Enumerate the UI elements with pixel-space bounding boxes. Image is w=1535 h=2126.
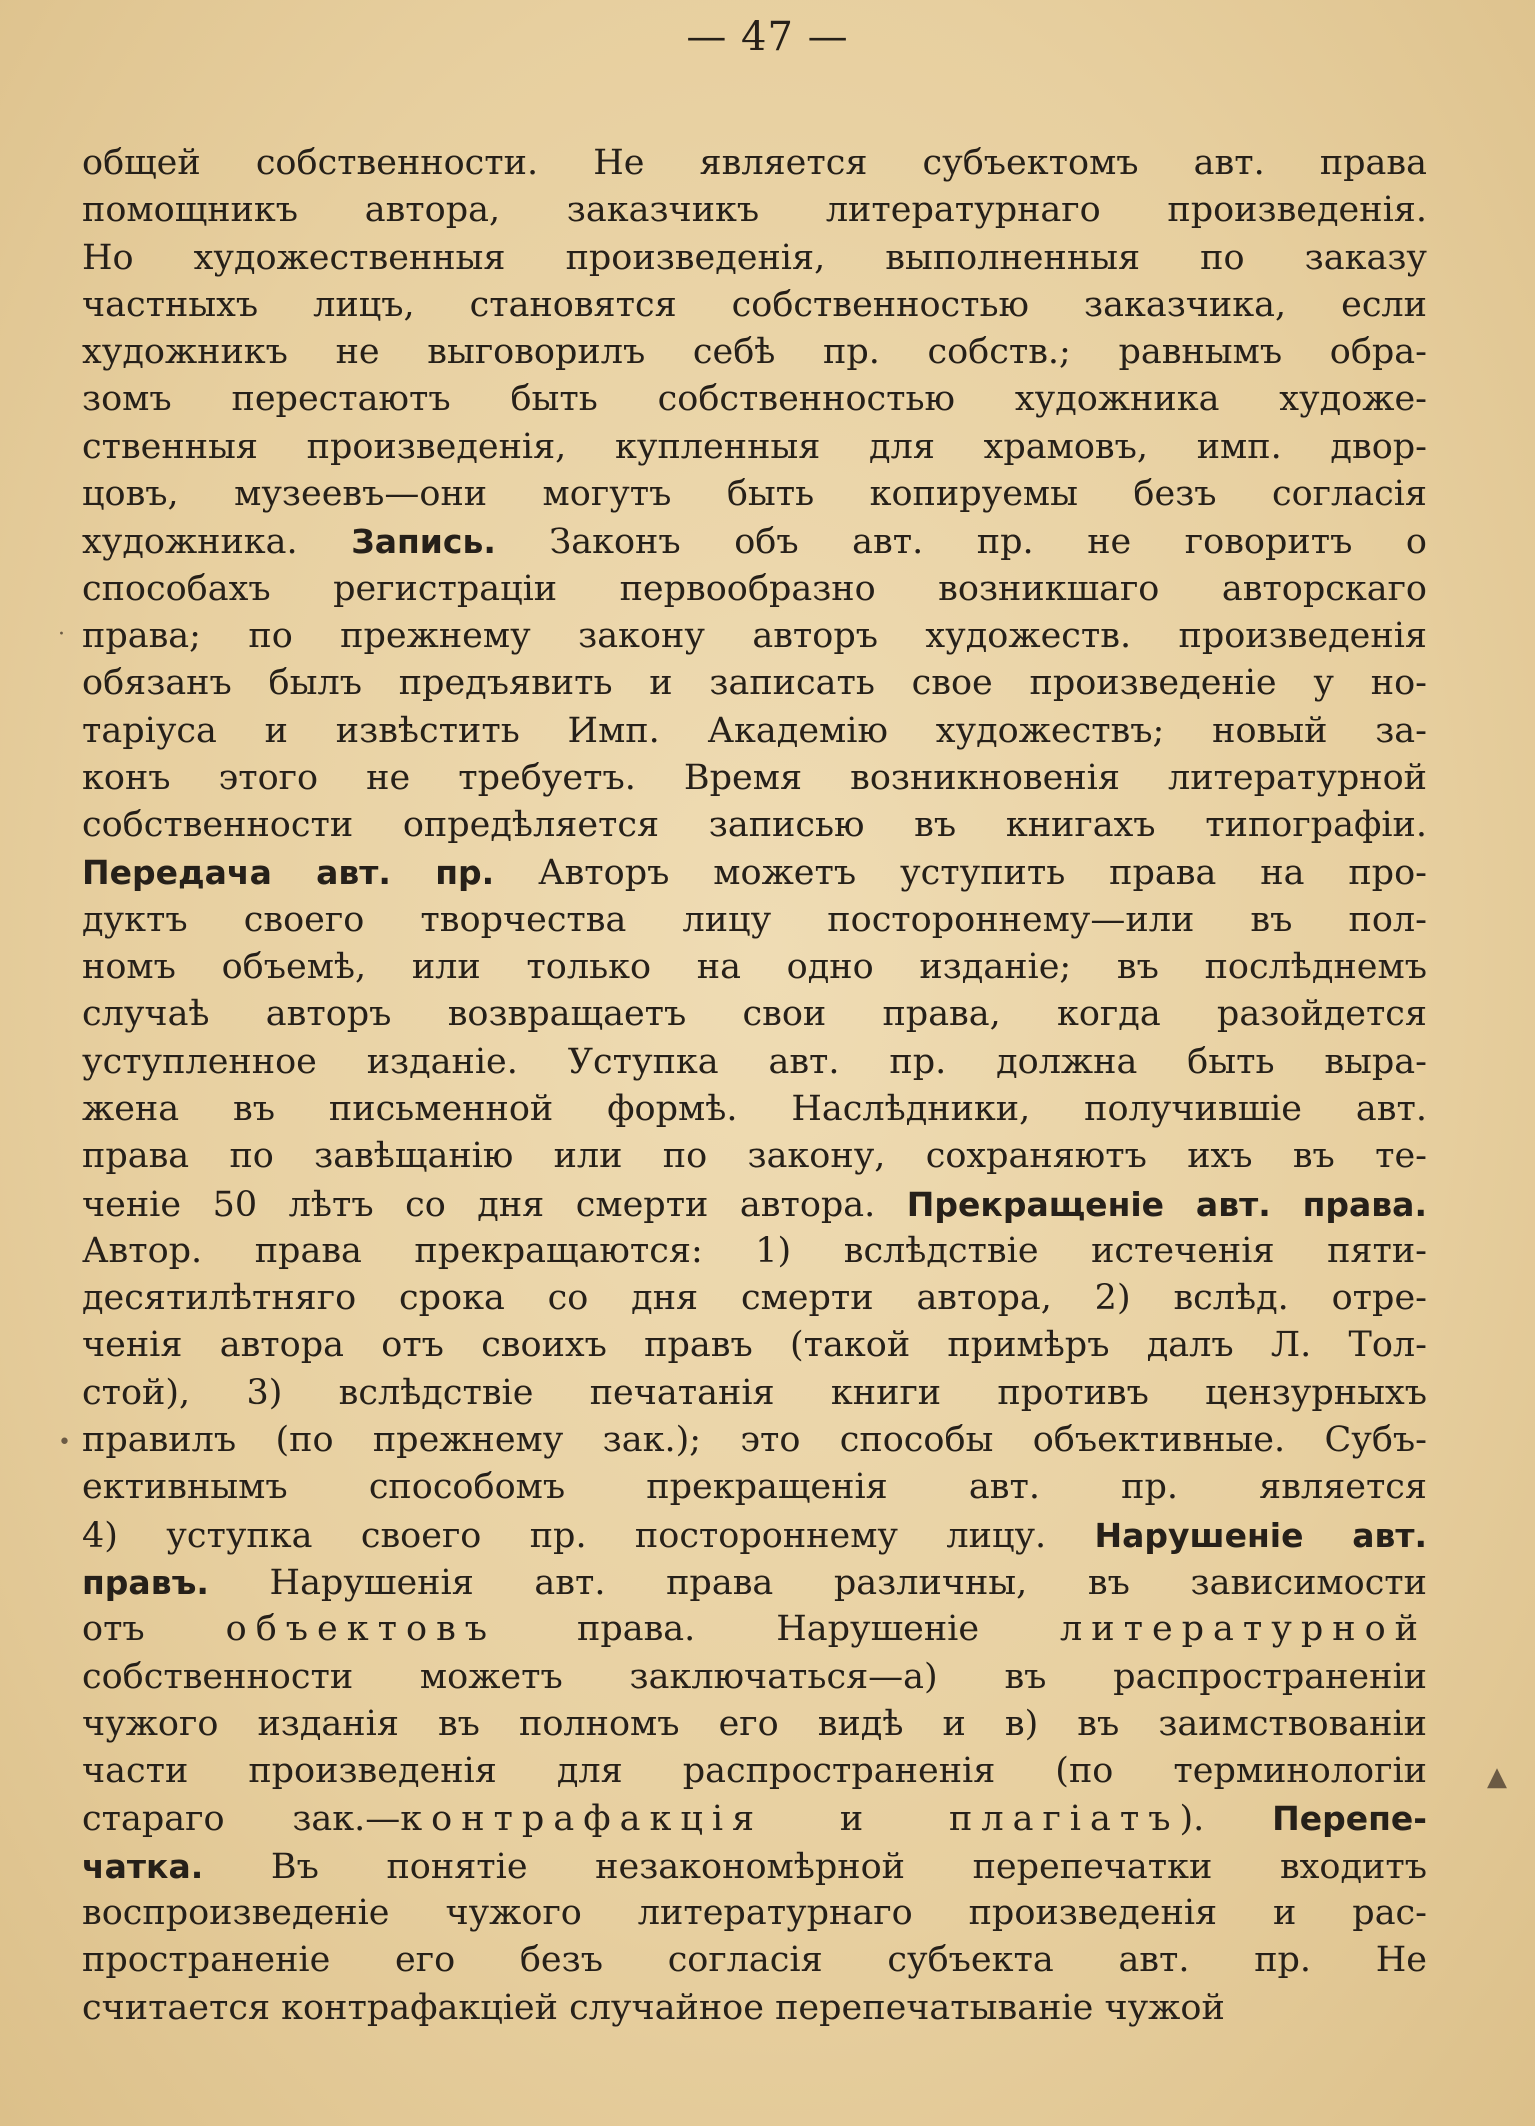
text-line bbox=[82, 235, 1427, 282]
text-segment: ственныя произведенія, купленныя для храмовъ, имп. двор- bbox=[82, 426, 1427, 467]
margin-mark: • bbox=[58, 1430, 71, 1455]
text-segment: таріуса и извѣстить Имп. Академію художествъ; новый за- bbox=[82, 710, 1427, 751]
text-line bbox=[82, 1748, 1427, 1795]
text-segment: отъ bbox=[82, 1609, 226, 1650]
text-line bbox=[82, 1228, 1427, 1275]
spaced-term: литературной bbox=[1060, 1609, 1427, 1650]
text-line bbox=[82, 660, 1427, 707]
text-segment: Въ понятіе незакономѣрной перепечатки входитъ bbox=[203, 1846, 1427, 1887]
text-segment: стой), 3) вслѣдствіе печатанія книги противъ цензурныхъ bbox=[82, 1372, 1427, 1413]
text-segment: помощникъ автора, заказчикъ литературнаго произведенія. bbox=[82, 190, 1427, 231]
spaced-term: объектовъ bbox=[225, 1609, 497, 1650]
section-heading: Передача авт. пр. bbox=[82, 853, 495, 893]
text-segment: цовъ, музеевъ—они могутъ быть копируемы безъ согласія bbox=[82, 474, 1427, 515]
text-line bbox=[82, 1133, 1427, 1180]
text-segment: обязанъ былъ предъявить и записать свое произведеніе у но- bbox=[82, 663, 1427, 704]
text-segment: пространеніе его безъ согласія субъекта авт. пр. Не bbox=[82, 1940, 1427, 1981]
text-segment: 4) уступка своего пр. постороннему лицу. bbox=[82, 1515, 1095, 1556]
text-line bbox=[82, 897, 1427, 944]
text-segment: стараго зак.— bbox=[82, 1799, 401, 1840]
text-line bbox=[82, 1275, 1427, 1322]
text-segment: конъ этого не требуетъ. Время возникновенія литературной bbox=[82, 757, 1427, 798]
text-line bbox=[82, 376, 1427, 423]
text-line bbox=[82, 1181, 1427, 1228]
section-heading: Нарушеніе авт. bbox=[1094, 1515, 1427, 1555]
text-line bbox=[82, 1322, 1427, 1369]
text-segment: частныхъ лицъ, становятся собственностью заказчика, если bbox=[82, 284, 1427, 325]
text-segment: номъ объемѣ, или только на одно изданіе; въ послѣднемъ bbox=[82, 947, 1427, 988]
margin-mark: · bbox=[58, 622, 65, 647]
text-line bbox=[82, 849, 1427, 896]
text-segment: десятилѣтняго срока со дня смерти автора, 2) вслѣд. отре- bbox=[82, 1278, 1427, 1319]
page-number: — 47 — bbox=[686, 14, 849, 60]
text-segment: дуктъ своего творчества лицу постороннему—или въ пол- bbox=[82, 899, 1427, 940]
text-segment: ченіе 50 лѣтъ со дня смерти автора. bbox=[82, 1184, 907, 1225]
text-segment: ченія автора отъ своихъ правъ (такой примѣръ далъ Л. Тол- bbox=[82, 1325, 1427, 1366]
text-segment: права; по прежнему закону авторъ художеств. произведенія bbox=[82, 615, 1427, 656]
text-segment: собственности опредѣляется записью въ книгахъ типографіи. bbox=[82, 805, 1427, 846]
text-segment: права по завѣщанію или по закону, сохраняютъ ихъ въ те- bbox=[82, 1136, 1427, 1177]
text-line bbox=[82, 944, 1427, 991]
text-line bbox=[82, 1795, 1427, 1842]
text-line bbox=[82, 1512, 1427, 1559]
text-segment: способахъ регистраціи первообразно возникшаго авторскаго bbox=[82, 568, 1427, 609]
text-line bbox=[82, 566, 1427, 613]
text-line bbox=[82, 802, 1427, 849]
text-segment: Нарушенія авт. права различны, въ зависимости bbox=[208, 1562, 1427, 1603]
text-line bbox=[82, 1654, 1427, 1701]
text-segment: собственности можетъ заключаться—а) въ распространеніи bbox=[82, 1656, 1427, 1697]
text-line bbox=[82, 1417, 1427, 1464]
text-segment: ективнымъ способомъ прекращенія авт. пр. является bbox=[82, 1467, 1427, 1508]
text-line bbox=[82, 1039, 1427, 1086]
text-line bbox=[82, 1086, 1427, 1133]
text-line bbox=[82, 1890, 1427, 1937]
text-line bbox=[82, 187, 1427, 234]
text-line bbox=[82, 613, 1427, 660]
text-segment: чужого изданія въ полномъ его видѣ и в) въ заимствованіи bbox=[82, 1703, 1427, 1744]
text-segment: права. Нарушеніе bbox=[496, 1609, 1061, 1650]
text-segment: воспроизведеніе чужого литературнаго произведенія и рас- bbox=[82, 1892, 1427, 1933]
text-line bbox=[82, 1701, 1427, 1748]
text-segment: Законъ объ авт. пр. не говоритъ о bbox=[495, 522, 1427, 563]
margin-mark: ▲ bbox=[1487, 1762, 1507, 1792]
text-segment: правилъ (по прежнему зак.); это способы объективные. Субъ- bbox=[82, 1420, 1427, 1461]
text-segment: художникъ не выговорилъ себѣ пр. собств.; равнымъ обра- bbox=[82, 332, 1427, 373]
text-line bbox=[82, 755, 1427, 802]
section-heading: чатка. bbox=[82, 1846, 204, 1886]
spaced-term: контрафакція и плагіатъ bbox=[400, 1799, 1180, 1840]
text-segment: жена въ письменной формѣ. Наслѣдники, получившіе авт. bbox=[82, 1088, 1427, 1129]
text-segment: уступленное изданіе. Уступка авт. пр. должна быть выра- bbox=[82, 1041, 1427, 1082]
text-segment: зомъ перестаютъ быть собственностью художника художе- bbox=[82, 379, 1427, 420]
text-segment: Но художественныя произведенія, выполненныя по заказу bbox=[82, 237, 1427, 278]
text-line bbox=[82, 1370, 1427, 1417]
text-segment: ). bbox=[1179, 1799, 1273, 1840]
text-line bbox=[82, 282, 1427, 329]
text-segment: случаѣ авторъ возвращаетъ свои права, когда разойдется bbox=[82, 994, 1427, 1035]
text-segment: считается контрафакціей случайное перепечатываніе чужой bbox=[82, 1987, 1225, 2028]
section-heading: Перепе- bbox=[1272, 1799, 1427, 1839]
text-line bbox=[82, 1843, 1427, 1890]
text-line bbox=[82, 1559, 1427, 1606]
text-line bbox=[82, 518, 1427, 565]
section-heading: правъ. bbox=[82, 1562, 209, 1602]
text-line bbox=[82, 329, 1427, 376]
body-text bbox=[82, 140, 1427, 2032]
text-segment: части произведенія для распространенія (по терминологіи bbox=[82, 1751, 1427, 1792]
text-segment: Автор. права прекращаются: 1) вслѣдствіе истеченія пяти- bbox=[82, 1230, 1427, 1271]
text-line bbox=[82, 424, 1427, 471]
text-line bbox=[82, 471, 1427, 518]
text-line bbox=[82, 991, 1427, 1038]
text-line bbox=[82, 1985, 1427, 2032]
text-segment: художника. bbox=[82, 522, 352, 563]
text-line bbox=[82, 1606, 1427, 1653]
text-line bbox=[82, 708, 1427, 755]
text-segment: общей собственности. Не является субъектомъ авт. права bbox=[82, 143, 1427, 183]
text-line bbox=[82, 1464, 1427, 1511]
text-segment: Авторъ можетъ уступить права на про- bbox=[494, 853, 1427, 894]
text-line bbox=[82, 1937, 1427, 1984]
section-heading: Прекращеніе авт. права. bbox=[906, 1184, 1427, 1224]
section-heading: Запись. bbox=[351, 522, 496, 562]
text-line bbox=[82, 140, 1427, 187]
